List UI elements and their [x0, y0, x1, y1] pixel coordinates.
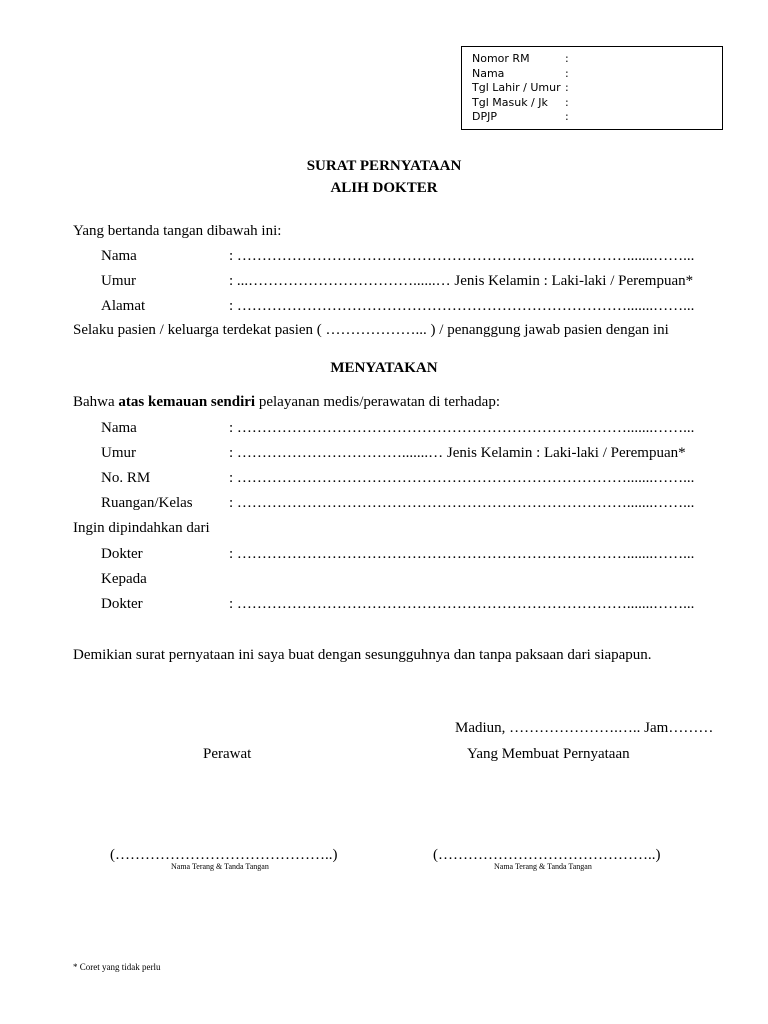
- field-label-umur: Umur: [101, 273, 136, 289]
- field-label-ruangan: Ruangan/Kelas: [101, 495, 193, 511]
- field-label-dokter-to: Dokter: [101, 596, 143, 612]
- field-label-alamat: Alamat: [101, 298, 146, 314]
- field-value-umur-2: : …………………………….......… Jenis Kelamin : Laki-laki / Perempuan*: [229, 445, 686, 461]
- signature-line-left: (……………………………………..): [110, 847, 338, 863]
- signature-caption-right: Nama Terang & Tanda Tangan: [494, 862, 592, 871]
- statement-line: [73, 394, 500, 411]
- section-heading-menyatakan: MENYATAKAN: [330, 360, 438, 376]
- footnote: * Coret yang tidak perlu: [73, 962, 161, 972]
- document-title: SURAT PERNYATAAN: [306, 158, 462, 174]
- statement-prefix: Bahwa: [73, 394, 119, 410]
- transfer-intro: Ingin dipindahkan dari: [73, 520, 210, 536]
- place-date-line: Madiun, ………………….….. Jam………: [455, 720, 714, 736]
- signature-caption-left: Nama Terang & Tanda Tangan: [171, 862, 269, 871]
- field-label-kepada: Kepada: [101, 571, 147, 587]
- signer-left-title: Perawat: [203, 746, 252, 762]
- field-value-umur: : ...……………………………......… Jenis Kelamin : Laki-laki / Perempuan*: [229, 273, 694, 289]
- field-value-nama-2: : …………………………………………………………………….......……...: [229, 420, 695, 436]
- field-label-umur-2: Umur: [101, 445, 136, 461]
- statement-bold: atas kemauan sendiri: [118, 394, 256, 410]
- field-value-nama: : …………………………………………………………………….......……...: [229, 248, 695, 264]
- info-colon: :: [565, 52, 569, 65]
- field-label-no-rm: No. RM: [101, 470, 151, 486]
- intro-text: Yang bertanda tangan dibawah ini:: [73, 223, 282, 239]
- info-colon: :: [565, 67, 569, 80]
- relation-line: Selaku pasien / keluarga terdekat pasien ( ………………... ) / penanggung jawab pasien dengan ini: [73, 322, 669, 338]
- info-label: Tgl Lahir / Umur: [472, 81, 561, 94]
- field-label-nama-2: Nama: [101, 420, 137, 436]
- field-label-dokter-from: Dokter: [101, 546, 143, 562]
- field-value-no-rm: : …………………………………………………………………….......……...: [229, 470, 695, 486]
- signer-right-title: Yang Membuat Pernyataan: [467, 746, 630, 762]
- field-value-dokter-from: : …………………………………………………………………….......……...: [229, 546, 695, 562]
- info-colon: :: [565, 96, 569, 109]
- document-subtitle: ALIH DOKTER: [330, 180, 438, 196]
- info-label: Nomor RM: [472, 52, 530, 65]
- statement-suffix: pelayanan medis/perawatan di terhadap:: [255, 394, 500, 410]
- signature-line-right: (……………………………………..): [433, 847, 661, 863]
- closing-statement: Demikian surat pernyataan ini saya buat dengan sesungguhnya dan tanpa paksaan dari siapapun.: [73, 647, 652, 663]
- info-colon: :: [565, 110, 569, 123]
- info-label: DPJP: [472, 110, 497, 123]
- field-value-dokter-to: : …………………………………………………………………….......……...: [229, 596, 695, 612]
- field-value-alamat: : …………………………………………………………………….......……...: [229, 298, 695, 314]
- patient-info-box: [461, 46, 723, 130]
- field-label-nama: Nama: [101, 248, 137, 264]
- info-label: Nama: [472, 67, 505, 80]
- field-value-ruangan: : …………………………………………………………………….......……...: [229, 495, 695, 511]
- info-colon: :: [565, 81, 569, 94]
- info-label: Tgl Masuk / Jk: [472, 96, 548, 109]
